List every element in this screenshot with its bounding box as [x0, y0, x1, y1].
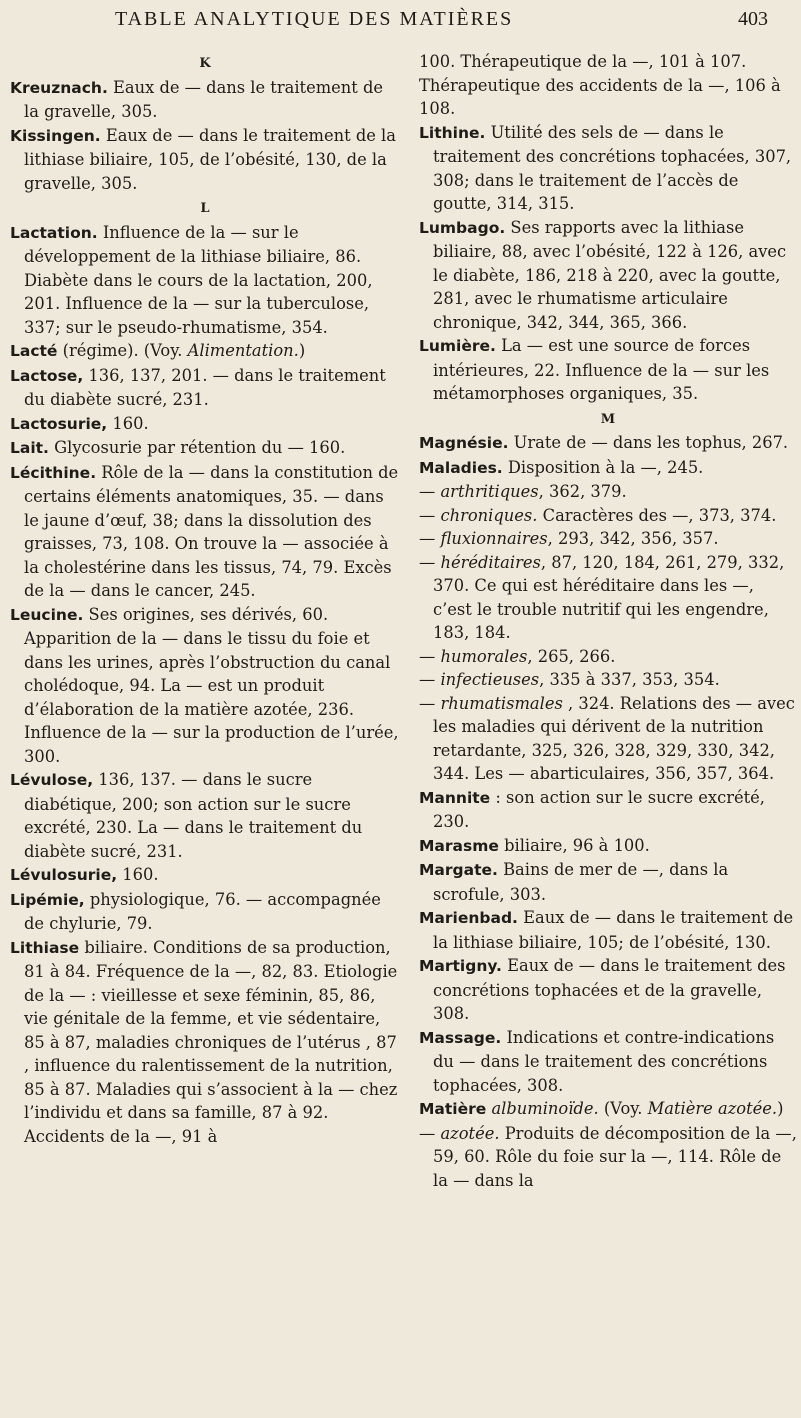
index-subentry: — héréditaires, 87, 120, 184, 261, 279, 332, 370. Ce qui est héréditaire dans les —, c’est le trouble nutritif qui les engendre, 183, 184.	[419, 552, 785, 642]
right-column	[419, 50, 797, 1408]
running-header	[0, 6, 801, 30]
entry-head: Massage.	[419, 1028, 502, 1047]
index-subentry: — humorales, 265, 266.	[419, 646, 616, 666]
index-entry: Leucine. Ses origines, ses dérivés, 60. Apparition de la — dans le tissu du foie et dans les urines, après l’obstruction du canal cholédoque, 94. La — est un produit d’élaboration de la matière azotée, 236. Influence de la — sur la production de l’urée, 300.	[10, 604, 399, 766]
entry-head: Magnésie.	[419, 434, 509, 452]
index-entry-continued: 100. Thérapeutique de la —, 101 à 107. Thérapeutique des accidents de la —, 106 à 108.	[419, 52, 781, 118]
index-subentry: — arthritiques, 362, 379.	[419, 482, 627, 501]
index-entry: Lumbago. Ses rapports avec la lithiase biliaire, 88, avec l’obésité, 122 à 126, avec le diabète, 186, 218 à 220, avec la goutte, 281, avec le rhumatisme articulaire chronique, 342, 344, 365, 366.	[419, 217, 787, 332]
index-entry: Lactation. Influence de la — sur le développement de la lithiase biliaire, 86. Diabète dans le cours de la lactation, 200, 201. Influence de la — sur la tuberculose, 337; sur le pseudo-rhumatisme, 354.	[10, 222, 373, 337]
index-subentry: — infectieuses, 335 à 337, 353, 354.	[419, 670, 720, 689]
entry-head: Lécithine.	[10, 463, 97, 482]
entry-head: Kissingen.	[10, 126, 101, 145]
header-title: TABLE ANALYTIQUE DES MATIÈRES	[115, 8, 514, 30]
entry-head: Matière	[419, 1100, 487, 1118]
index-entry: Marienbad. Eaux de — dans le traitement de la lithiase biliaire, 105; de l’obésité, 130.	[419, 908, 794, 952]
entry-head: Mannite	[419, 788, 491, 807]
entry-head: Lait.	[10, 439, 49, 457]
index-entry: Lactose, 136, 137, 201. — dans le traitement du diabète sucré, 231.	[10, 365, 386, 409]
index-entry: Martigny. Eaux de — dans le traitement des concrétions tophacées et de la gravelle, 308.	[419, 956, 786, 1023]
index-subentry: — azotée. Produits de décomposition de la —, 59, 60. Rôle du foie sur la —, 114. Rôle de la — dans la	[419, 1123, 797, 1190]
entry-head: Lactose,	[10, 366, 84, 385]
index-entry: Massage. Indications et contre-indications du — dans le traitement des concrétions tophacées, 308.	[419, 1027, 775, 1095]
entry-head: Lévulosurie,	[10, 866, 118, 884]
index-entry: Magnésie. Urate de — dans les tophus, 267.	[419, 433, 789, 452]
entry-head: Maladies.	[419, 458, 503, 477]
left-column	[10, 50, 400, 1408]
section-letter-k: K	[199, 56, 211, 71]
index-entry: Kissingen. Eaux de — dans le traitement de la lithiase biliaire, 105, de l’obésité, 130, de la gravelle, 305.	[10, 125, 396, 193]
entry-head: Marasme	[419, 836, 499, 855]
index-entry: Margate. Bains de mer de —, dans la scrofule, 303.	[419, 860, 729, 904]
entry-head: Marienbad.	[419, 909, 518, 927]
index-entry: Mannite : son action sur le sucre excrété, 230.	[419, 787, 765, 831]
entry-head: Leucine.	[10, 605, 84, 624]
entry-head: Lactosurie,	[10, 414, 108, 433]
index-entry: Lécithine. Rôle de la — dans la constitution de certains éléments anatomiques, 35. — dans le jaune d’œuf, 38; dans la dissolution des graisses, 73, 108. On trouve la — associée à la cholestérine dans les tissus, 74, 79. Excès de la — dans le cancer, 245.	[10, 462, 399, 600]
index-entry: Lacté (régime). (Voy. Alimentation.)	[10, 341, 306, 360]
index-subentry: — chroniques. Caractères des —, 373, 374.	[419, 505, 777, 525]
entry-head: Lithiase	[10, 938, 80, 957]
index-entry: Lactosurie, 160.	[10, 413, 149, 433]
index-entry: Matière albuminoïde. (Voy. Matière azotée.)	[419, 1099, 784, 1118]
index-subentry: — rhumatismales , 324. Relations des — avec les maladies qui dérivent de la nutrition retardante, 325, 326, 328, 329, 330, 342, 344. Les — abarticulaires, 356, 357, 364.	[419, 693, 795, 783]
entry-head: Lumbago.	[419, 218, 506, 237]
entry-head: Lumière.	[419, 337, 496, 355]
entry-head: Lévulose,	[10, 771, 94, 789]
index-entry: Lait. Glycosurie par rétention du — 160.	[10, 438, 346, 457]
index-entry: Kreuznach. Eaux de — dans le traitement de la gravelle, 305.	[10, 77, 384, 121]
index-entry: Lumière. La — est une source de forces intérieures, 22. Influence de la — sur les métamorphoses organiques, 35.	[419, 336, 770, 403]
index-subentry: — fluxionnaires, 293, 342, 356, 357.	[419, 529, 719, 548]
entry-head: Lactation.	[10, 223, 98, 242]
entry-head: Martigny.	[419, 957, 502, 975]
entry-head: Lacté	[10, 342, 58, 360]
index-entry: Lévulosurie, 160.	[10, 865, 159, 884]
index-entry: Marasme biliaire, 96 à 100.	[419, 835, 650, 855]
index-entry: Lévulose, 136, 137. — dans le sucre diabétique, 200; son action sur le sucre excrété, 230. La — dans le traitement du diabète sucré, 231.	[10, 770, 363, 861]
index-entry: Lithine. Utilité des sels de — dans le traitement des concrétions tophacées, 307, 308; dans le traitement de l’accès de goutte, 314, 315.	[419, 122, 792, 213]
entry-head: Kreuznach.	[10, 78, 108, 97]
section-letter-m: M	[600, 411, 616, 427]
section-letter-l: L	[200, 201, 210, 216]
entry-head: Margate.	[419, 861, 498, 879]
entry-head: Lipémie,	[10, 890, 85, 909]
entry-head: Lithine.	[419, 123, 486, 142]
index-entry: Lithiase biliaire. Conditions de sa production, 81 à 84. Fréquence de la —, 82, 83. Etiologie de la — : vieillesse et sexe féminin, 85, 86, vie génitale de la femme, et vie sédentaire, 85 à 87, maladies chroniques de l’utérus , 87 , influence du ralentissement de la nutrition, 85 à 87. Maladies qui s’associent à la — chez l’individu et dans sa famille, 87 à 92. Accidents de la —, 91 à	[10, 937, 398, 1146]
index-entry: Lipémie, physiologique, 76. — accompagnée de chylurie, 79.	[10, 889, 381, 933]
page-number: 403	[738, 8, 768, 30]
index-entry: Maladies. Disposition à la —, 245.	[419, 457, 704, 477]
